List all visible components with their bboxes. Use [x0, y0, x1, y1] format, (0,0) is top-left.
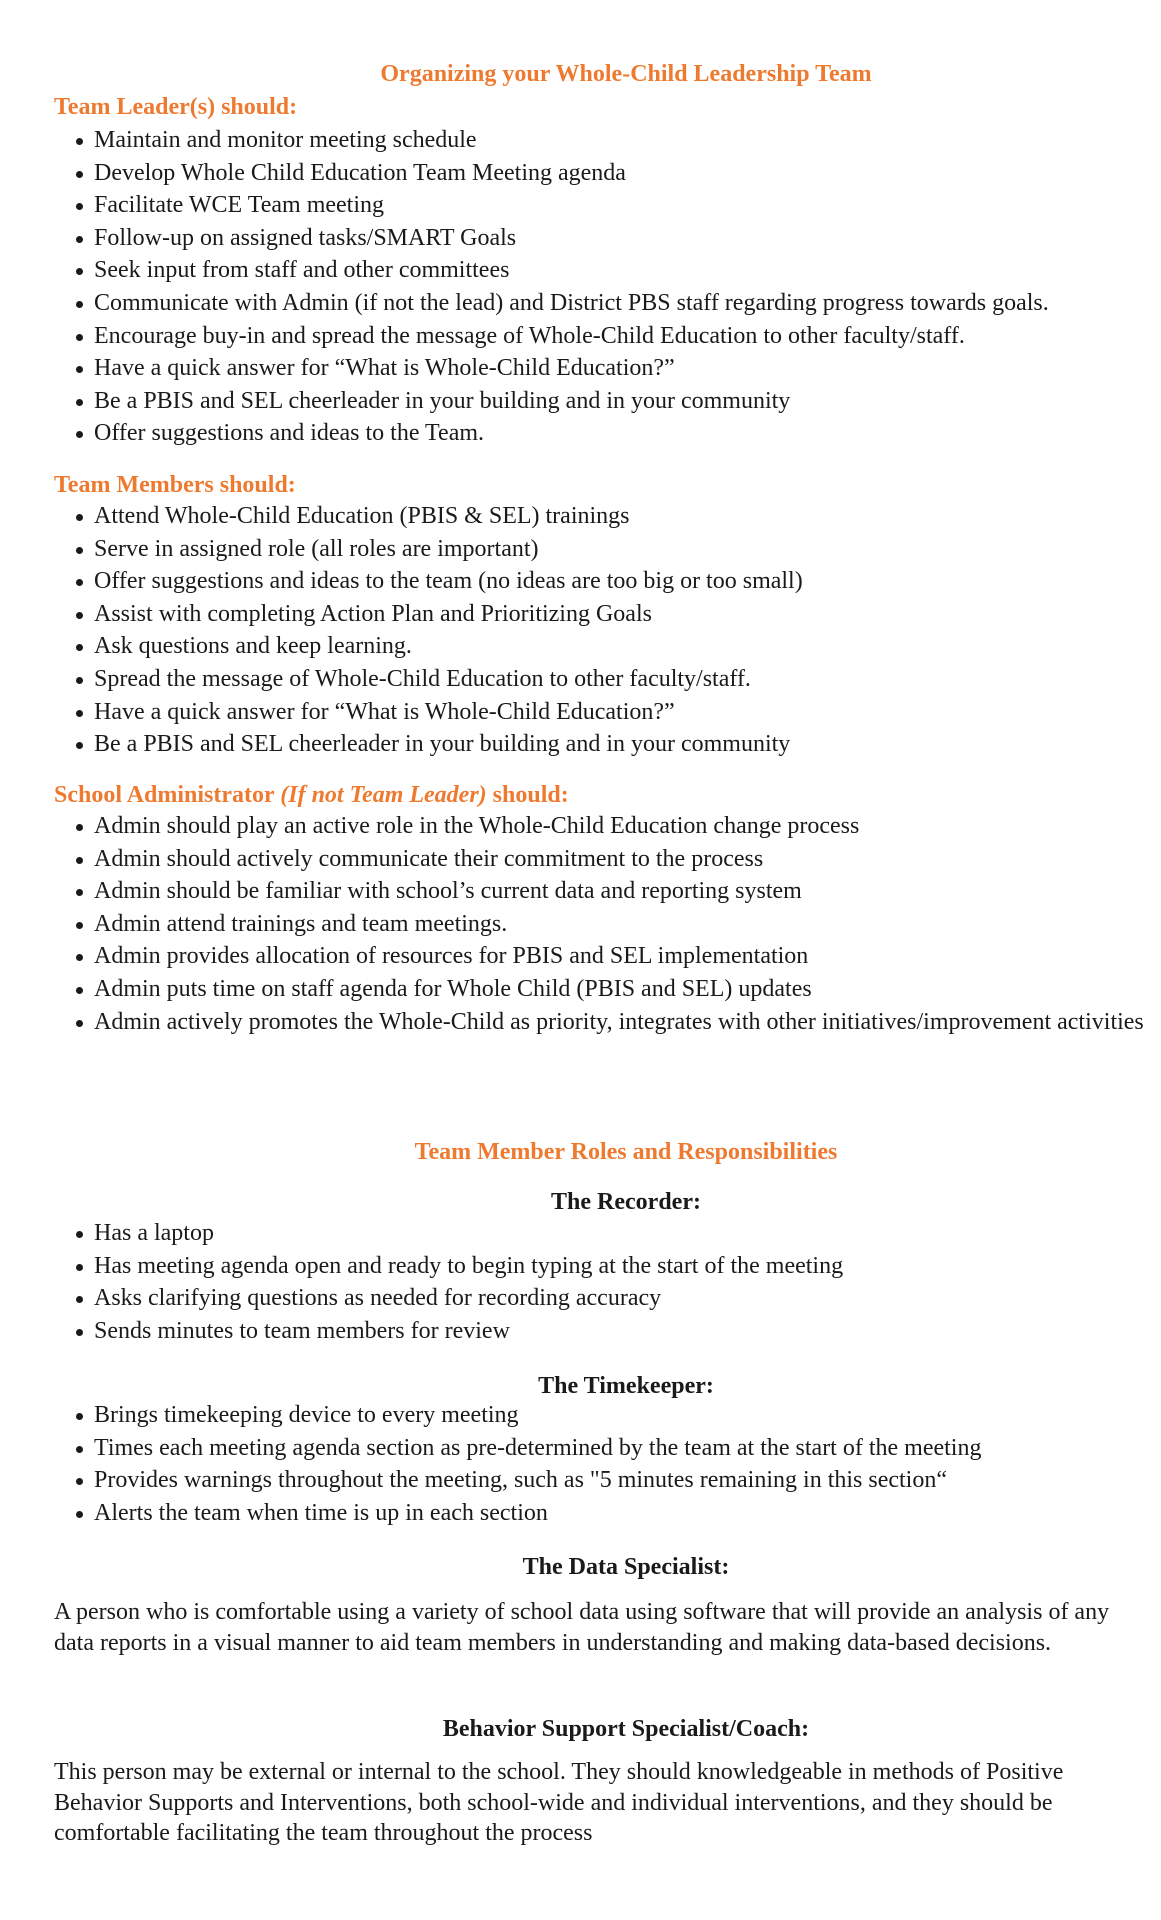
list-item: Asks clarifying questions as needed for recording accuracy	[0, 1282, 1161, 1315]
list-item: Seek input from staff and other committees	[0, 254, 1161, 287]
behavior-coach-description: This person may be external or internal to the school. They should knowledgeable in methods of Positive Behavior Supports and Interventions, both school-wide and individual interventions, and they should be comfortable facilitating the team throughout the process	[54, 1759, 1064, 1846]
recorder-heading: The Recorder:	[551, 1189, 701, 1215]
school-admin-list	[0, 810, 1161, 1038]
list-item: Admin puts time on staff agenda for Whole Child (PBIS and SEL) updates	[0, 973, 1161, 1006]
team-leader-list	[0, 124, 1161, 450]
list-item: Has meeting agenda open and ready to begin typing at the start of the meeting	[0, 1250, 1161, 1283]
list-item: Facilitate WCE Team meeting	[0, 189, 1161, 222]
behavior-coach-heading: Behavior Support Specialist/Coach:	[442, 1716, 810, 1742]
list-item: Serve in assigned role (all roles are important)	[0, 533, 1161, 566]
data-specialist-description: A person who is comfortable using a variety of school data using software that will provide an analysis of any data reports in a visual manner to aid team members in understanding and making data-based decisions.	[54, 1599, 1110, 1656]
list-item: Assist with completing Action Plan and Prioritizing Goals	[0, 598, 1161, 631]
heading-text: should:	[486, 782, 569, 808]
document-title: Organizing your Whole-Child Leadership Team	[380, 61, 872, 87]
list-item: Develop Whole Child Education Team Meeting agenda	[0, 157, 1161, 190]
list-item: Ask questions and keep learning.	[0, 630, 1161, 663]
team-leader-heading: Team Leader(s) should:	[54, 94, 298, 120]
list-item: Admin provides allocation of resources for PBIS and SEL implementation	[0, 940, 1161, 973]
list-item: Admin attend trainings and team meetings.	[0, 908, 1161, 941]
list-item: Admin actively promotes the Whole-Child as priority, integrates with other initiatives/improvement activities	[0, 1006, 1161, 1039]
list-item: Brings timekeeping device to every meeting	[0, 1399, 1161, 1432]
list-item: Have a quick answer for “What is Whole-Child Education?”	[0, 696, 1161, 729]
list-item: Offer suggestions and ideas to the Team.	[0, 417, 1161, 450]
list-item: Has a laptop	[0, 1217, 1161, 1250]
timekeeper-heading: The Timekeeper:	[538, 1373, 714, 1399]
list-item: Attend Whole-Child Education (PBIS & SEL) trainings	[0, 500, 1161, 533]
list-item: Have a quick answer for “What is Whole-Child Education?”	[0, 352, 1161, 385]
list-item: Be a PBIS and SEL cheerleader in your building and in your community	[0, 385, 1161, 418]
heading-text: School Administrator	[54, 782, 281, 808]
heading-italic-text: (If not Team Leader)	[280, 782, 487, 808]
team-members-heading: Team Members should:	[54, 472, 296, 498]
list-item: Admin should be familiar with school’s current data and reporting system	[0, 875, 1161, 908]
list-item: Encourage buy-in and spread the message of Whole-Child Education to other faculty/staff.	[0, 320, 1161, 353]
list-item: Admin should play an active role in the Whole-Child Education change process	[0, 810, 1161, 843]
data-specialist-heading: The Data Specialist:	[522, 1554, 730, 1580]
list-item: Offer suggestions and ideas to the team (no ideas are too big or too small)	[0, 565, 1161, 598]
list-item: Alerts the team when time is up in each section	[0, 1497, 1161, 1530]
team-members-list	[0, 500, 1161, 761]
recorder-list	[0, 1217, 1161, 1347]
list-item: Sends minutes to team members for review	[0, 1315, 1161, 1348]
list-item: Spread the message of Whole-Child Education to other faculty/staff.	[0, 663, 1161, 696]
list-item: Times each meeting agenda section as pre-determined by the team at the start of the meeting	[0, 1432, 1161, 1465]
list-item: Be a PBIS and SEL cheerleader in your building and in your community	[0, 728, 1161, 761]
list-item: Maintain and monitor meeting schedule	[0, 124, 1161, 157]
list-item: Communicate with Admin (if not the lead) and District PBS staff regarding progress towards goals.	[0, 287, 1161, 320]
list-item: Admin should actively communicate their commitment to the process	[0, 843, 1161, 876]
timekeeper-list	[0, 1399, 1161, 1529]
roles-title: Team Member Roles and Responsibilities	[414, 1139, 838, 1165]
list-item: Follow-up on assigned tasks/SMART Goals	[0, 222, 1161, 255]
list-item: Provides warnings throughout the meeting, such as "5 minutes remaining in this section“	[0, 1464, 1161, 1497]
school-admin-heading	[54, 780, 569, 810]
